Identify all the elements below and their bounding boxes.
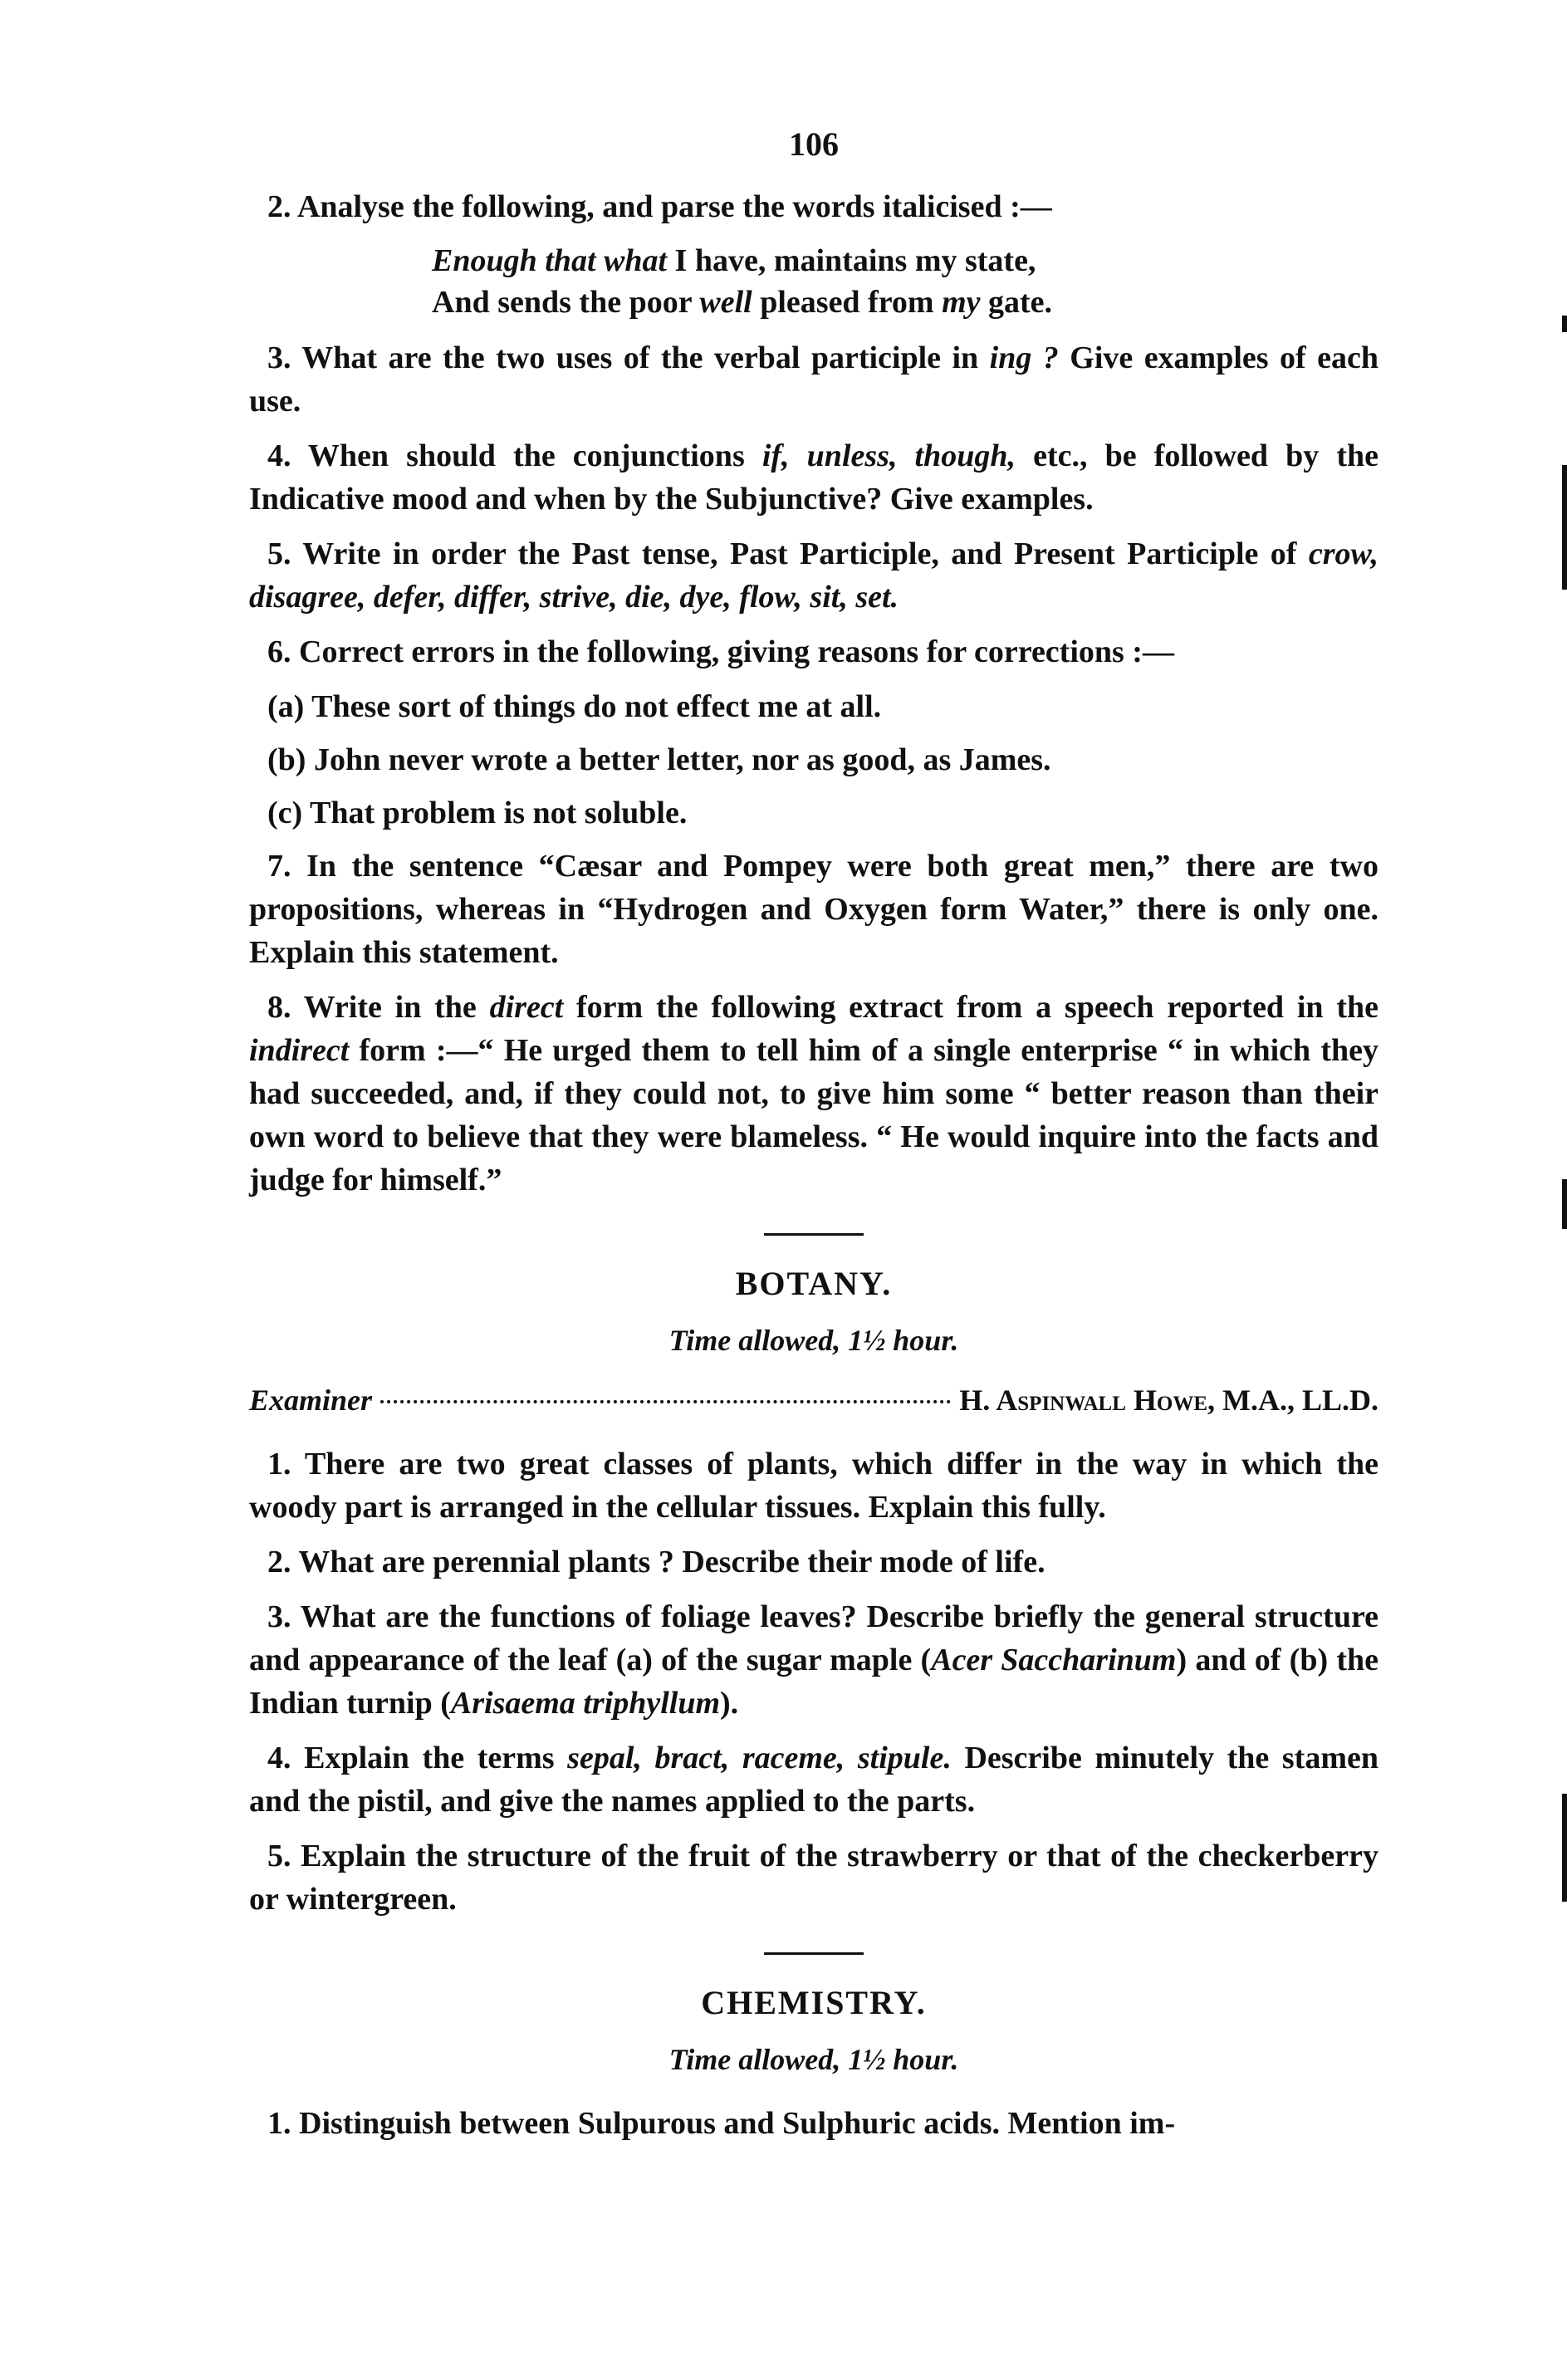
section-divider — [764, 1233, 864, 1236]
chemistry-time-allowed: Time allowed, 1½ hour. — [668, 2043, 959, 2076]
grammar-question-4: 4. When should the conjunctions if, unless, though, etc., be followed by the Indicative mood and when by the Subjunctive? Give examples. — [249, 438, 1378, 517]
verse-line-1: Enough that what I have, maintains my state, — [432, 243, 1036, 278]
scan-edge-mark — [1562, 1179, 1567, 1229]
botany-examiner — [249, 1383, 1378, 1418]
grammar-question-5: 5. Write in order the Past tense, Past Participle, and Present Participle of crow, disagree, defer, differ, strive, die, dye, flow, sit, set. — [249, 536, 1378, 615]
examiner-name: H. Aspinwall Howe, M.A., LL.D. — [959, 1383, 1378, 1417]
botany-question-2: 2. What are perennial plants ? Describe their mode of life. — [267, 1545, 1045, 1579]
chemistry-title: CHEMISTRY. — [701, 1984, 927, 2021]
botany-question-4: 4. Explain the terms sepal, bract, raceme, stipule. Describe minutely the stamen and the pistil, and give the names applied to the parts. — [249, 1741, 1378, 1819]
scan-edge-mark — [1562, 1794, 1567, 1902]
grammar-question-8: 8. Write in the direct form the following extract from a speech reported in the indirect form :—“ He urged them to tell him of a single enterprise “ in which they had succeeded, and, if they could not, to give him some “ better reason than their own word to believe that they were blameless. “ He would inquire into the facts and judge for himself.” — [249, 990, 1378, 1197]
grammar-question-6: 6. Correct errors in the following, giving reasons for corrections :— — [267, 634, 1174, 669]
botany-question-5: 5. Explain the structure of the fruit of the strawberry or that of the checkerberry or wintergreen. — [249, 1839, 1378, 1917]
grammar-question-3: 3. What are the two uses of the verbal participle in ing ? Give examples of each use. — [249, 340, 1378, 419]
question-6-item-a: (a) These sort of things do not effect me at all. — [267, 689, 882, 724]
question-6-item-b: (b) John never wrote a better letter, nor as good, as James. — [267, 742, 1051, 777]
scan-edge-mark — [1562, 316, 1567, 332]
question-6-item-c: (c) That problem is not soluble. — [267, 796, 688, 830]
botany-title: BOTANY. — [735, 1265, 893, 1302]
document-page — [249, 125, 1378, 2157]
grammar-question-7: 7. In the sentence “Cæsar and Pompey were both great men,” there are two propositions, whereas in “Hydrogen and Oxygen form Water,” there is only one. Explain this statement. — [249, 849, 1378, 970]
section-divider — [764, 1952, 864, 1955]
botany-question-3: 3. What are the functions of foliage leaves? Describe briefly the general structure and appearance of the leaf (a) of the sugar maple (Acer Saccharinum) and of (b) the Indian turnip (Arisaema triphyllum). — [249, 1599, 1378, 1721]
botany-question-1: 1. There are two great classes of plants, which differ in the way in which the woody part is arranged in the cellular tissues. Explain this fully. — [249, 1447, 1378, 1525]
page-number: 106 — [789, 125, 839, 163]
scan-edge-mark — [1562, 465, 1567, 590]
verse-quotation — [249, 240, 1378, 323]
leader-dots — [380, 1400, 951, 1403]
grammar-question-2: 2. Analyse the following, and parse the words italicised :— — [267, 189, 1052, 224]
botany-time-allowed: Time allowed, 1½ hour. — [668, 1324, 959, 1357]
verse-line-2: And sends the poor well pleased from my gate. — [432, 285, 1053, 320]
chemistry-question-1: 1. Distinguish between Sulpurous and Sulphuric acids. Mention im- — [267, 2106, 1176, 2141]
examiner-label: Examiner — [249, 1383, 373, 1417]
